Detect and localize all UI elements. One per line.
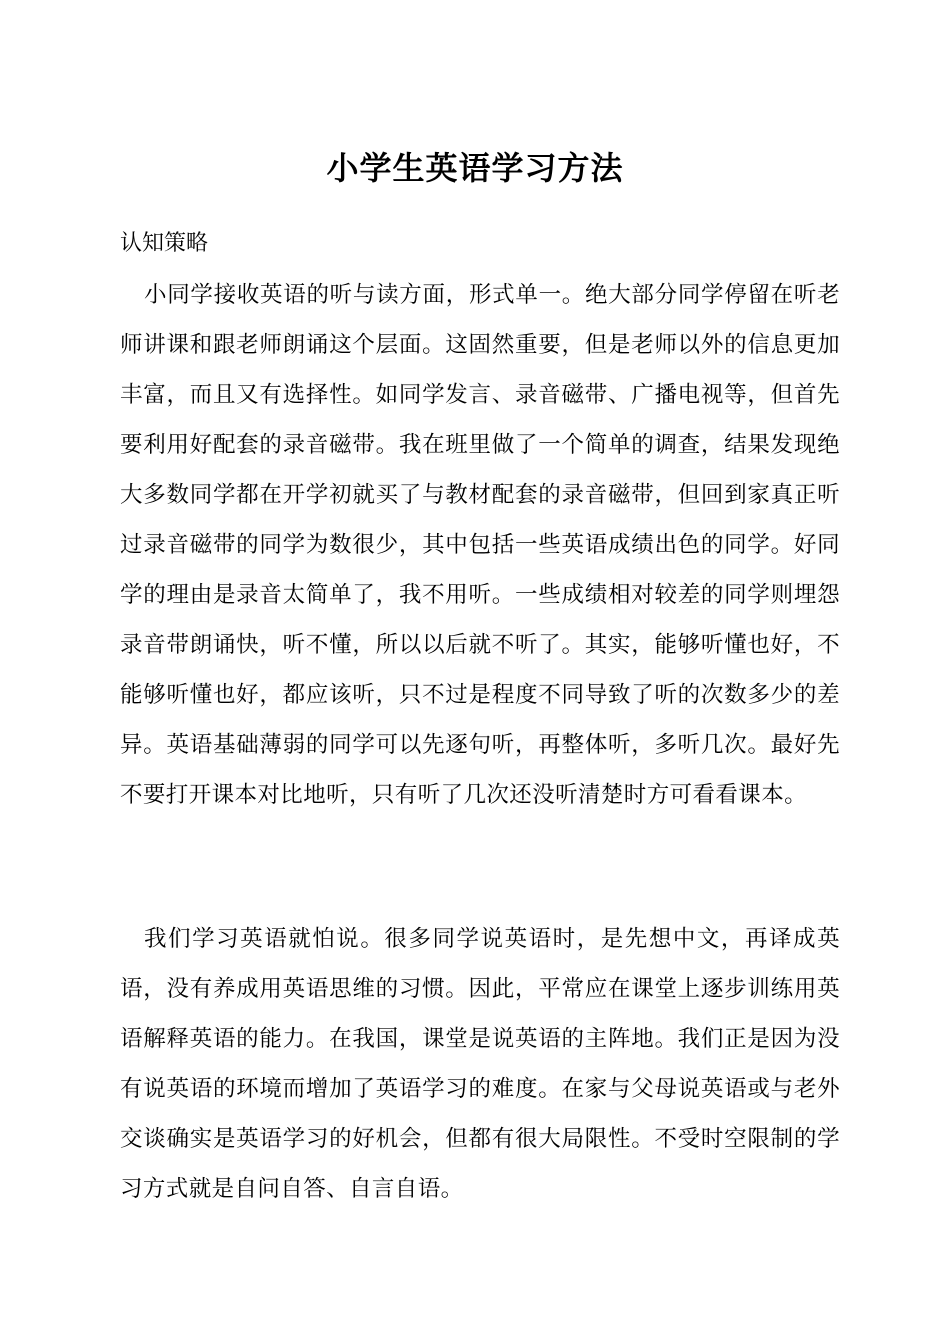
body-paragraph: 我们学习英语就怕说。很多同学说英语时，是先想中文，再译成英语，没有养成用英语思维的习惯。因此，平常应在课堂上逐步训练用英语解释英语的能力。在我国，课堂是说英语的主阵地。我们正是因为没有说英语的环境而增加了英语学习的难度。在家与父母说英语或与老外交谈确实是英语学习的好机会，但都有很大局限性。不受时空限制的学习方式就是自问自答、自言自语。 xyxy=(120,926,840,1202)
body-paragraph: 小同学接收英语的听与读方面，形式单一。绝大部分同学停留在听老师讲课和跟老师朗诵这个层面。这固然重要，但是老师以外的信息更加丰富，而且又有选择性。如同学发言、录音磁带、广播电视等，但首先要利用好配套的录音磁带。我在班里做了一个简单的调查，结果发现绝大多数同学都在开学初就买了与教材配套的录音磁带，但回到家真正听过录音磁带的同学为数很少，其中包括一些英语成绩出色的同学。好同学的理由是录音太简单了，我不用听。一些成绩相对较差的同学则埋怨录音带朗诵快，听不懂，所以以后就不听了。其实，能够听懂也好，不能够听懂也好，都应该听，只不过是程度不同导致了听的次数多少的差异。英语基础薄弱的同学可以先逐句听，再整体听，多听几次。最好先不要打开课本对比地听，只有听了几次还没听清楚时方可看看课本。 xyxy=(120,282,840,808)
section-heading: 认知策略 xyxy=(120,231,209,256)
document-title: 小学生英语学习方法 xyxy=(326,149,624,187)
